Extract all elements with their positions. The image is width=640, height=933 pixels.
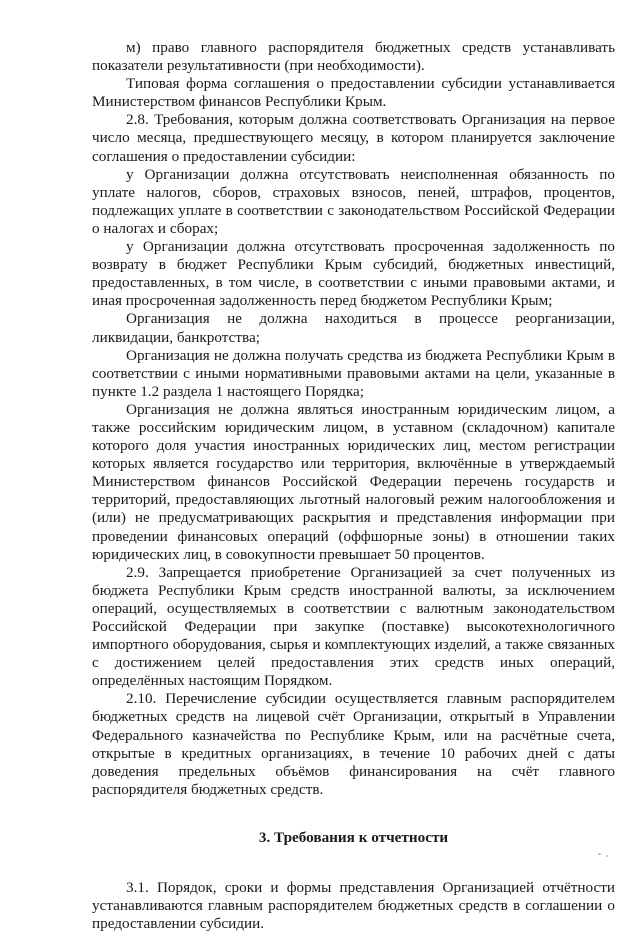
paragraph-overdue-debt: у Организации должна отсутствовать просроченная задолженность по возврату в бюджет Республики Крым субсидий, бюджетных инвестиций, предоставленных, в том числе, в соответствии с иными правовыми актами, и иная просроченная задолженность перед бюджетом Республики Крым; bbox=[92, 238, 615, 310]
section-heading: 3. Требования к отчетности bbox=[258, 828, 449, 846]
paragraph-reorganization: Организация не должна находиться в процессе реорганизации, ликвидации, банкротства; bbox=[92, 310, 615, 346]
paragraph-m-item: м) право главного распорядителя бюджетных средств устанавливать показатели результативности (при необходимости). bbox=[92, 39, 615, 75]
scan-speck bbox=[606, 855, 608, 857]
scan-speck bbox=[598, 853, 601, 855]
paragraph-2-9: 2.9. Запрещается приобретение Организацией за счет полученных из бюджета Республики Крым средств иностранной валюты, за исключением операций, осуществляемых в соответствии с валютным законодательством Российской Федерации при закупке (поставке) высокотехнологичного импортного оборудования, сырья и комплектующих изделий, а также связанных с достижением целей предоставления этих средств иных операций, определённых настоящим Порядком. bbox=[92, 563, 615, 690]
paragraph-standard-form: Типовая форма соглашения о предоставлении субсидии устанавливается Министерством финансов Республики Крым. bbox=[92, 75, 615, 111]
paragraph-foreign-entity: Организация не должна являться иностранным юридическим лицом, а также российским юридическим лицом, в уставном (складочном) капитале которого доля участия иностранных юридических лиц, местом регистрации которых является государство или территория, включённые в утверждаемый Министерством финансов Российской Федерации перечень государств и территорий, предоставляющих льготный налоговый режим налогообложения и (или) не предусматривающих раскрытия и представления информации при проведении финансовых операций (оффшорные зоны) в отношении таких юридических лиц, в совокупности превышает 50 процентов. bbox=[92, 400, 615, 563]
paragraph-3-1: 3.1. Порядок, сроки и формы представления Организацией отчётности устанавливаются главным распорядителем бюджетных средств в соглашении о предоставлении субсидии. bbox=[92, 879, 615, 933]
paragraph-2-10: 2.10. Перечисление субсидии осуществляется главным распорядителем бюджетных средств на лицевой счёт Организации, открытый в Управлении Федерального казначейства по Республике Крым, или на расчётные счета, открытые в кредитных организациях, в течение 10 рабочих дней с даты доведения предельных объёмов финансирования на счёт главного распорядителя бюджетных средств. bbox=[92, 690, 615, 798]
paragraph-2-8: 2.8. Требования, которым должна соответствовать Организация на первое число месяца, предшествующего месяцу, в котором планируется заключение соглашения о предоставлении субсидии: bbox=[92, 111, 615, 165]
paragraph-other-funds: Организация не должна получать средства из бюджета Республики Крым в соответствии с иными нормативными правовыми актами на цели, указанные в пункте 1.2 раздела 1 настоящего Порядка; bbox=[92, 346, 615, 400]
document-body bbox=[92, 39, 615, 933]
paragraph-tax-debt: у Организации должна отсутствовать неисполненная обязанность по уплате налогов, сборов, страховых взносов, пеней, штрафов, процентов, подлежащих уплате в соответствии с законодательством Российской Федерации о налогах и сборах; bbox=[92, 165, 615, 237]
